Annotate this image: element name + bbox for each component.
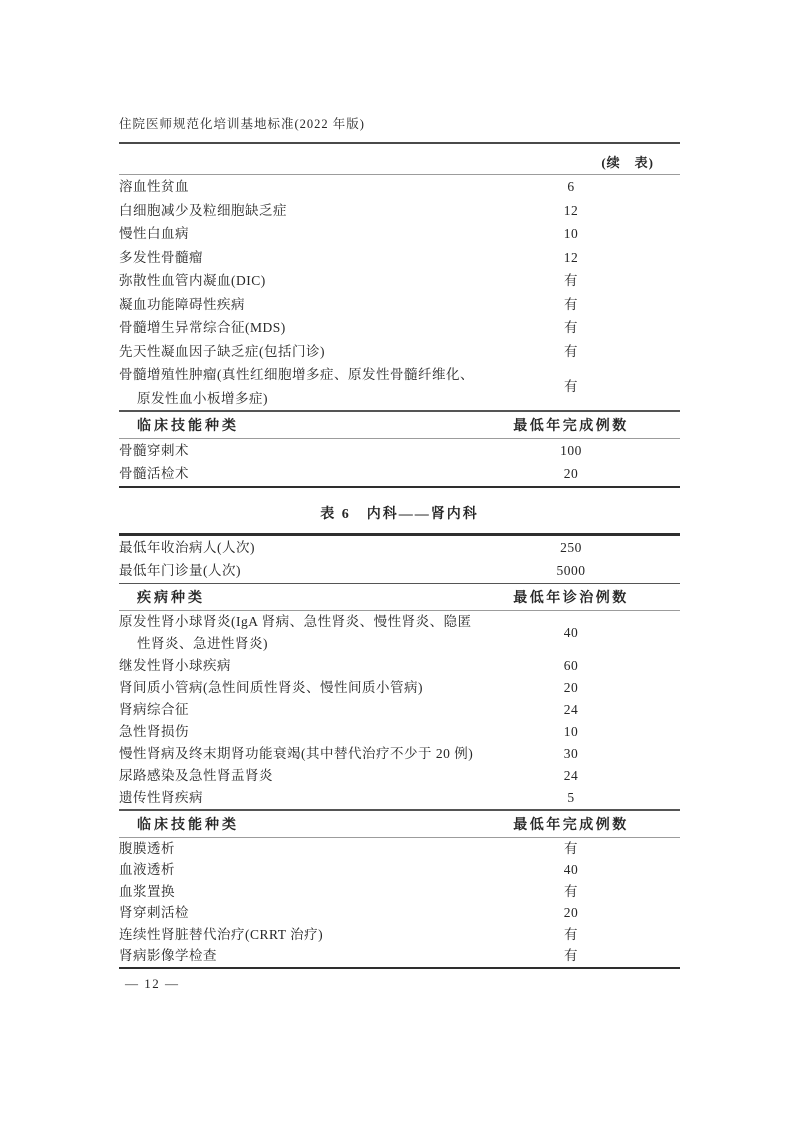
table6-bottom-rule: [119, 967, 680, 970]
table-row: [119, 765, 680, 787]
page-number: — 12 —: [125, 976, 180, 991]
table-continuation-label: (续 表): [601, 155, 654, 170]
disease-name: 慢性白血病: [119, 226, 189, 241]
skill-value: 100: [560, 442, 582, 458]
skill-name: 骨髓穿刺术: [119, 442, 189, 458]
table-row: [119, 462, 680, 486]
table-row: [119, 536, 680, 560]
disease-name: 肾间质小管病(急性间质性肾炎、慢性间质小管病): [119, 680, 423, 695]
volume-value: 5000: [556, 563, 586, 578]
disease-name: 遗传性肾疾病: [119, 790, 203, 805]
skill-value: 20: [563, 466, 579, 481]
disease-name: 弥散性血管内凝血(DIC): [119, 273, 266, 288]
volume-metric: 最低年门诊量(人次): [119, 563, 241, 578]
disease-name: 先天性凝血因子缺乏症(包括门诊): [119, 343, 325, 359]
skill-value: 20: [563, 905, 579, 920]
table6-volume-rows: [119, 536, 680, 583]
table-row: [119, 743, 680, 765]
column-header-skill-type: 临床技能种类: [137, 817, 239, 833]
table6-skills-header: [119, 811, 680, 837]
disease-value: 有: [564, 320, 578, 335]
table6-disease-header: [119, 584, 680, 610]
table-row: [119, 439, 680, 463]
table-row: [119, 721, 680, 743]
table-row: [119, 655, 680, 677]
table-row: [119, 611, 680, 655]
column-header-min-cases: 最低年完成例数: [513, 817, 629, 833]
table-row: [119, 699, 680, 721]
disease-value: 30: [563, 746, 579, 761]
table-row: [119, 246, 680, 270]
table-row: [119, 787, 680, 809]
table-row: [119, 363, 680, 410]
disease-name: 原发性肾小球肾炎(IgA 肾病、急性肾炎、慢性肾炎、隐匿性肾炎、急进性肾炎): [119, 614, 472, 651]
table6-skill-rows: [119, 838, 680, 967]
page-content: [119, 0, 680, 992]
disease-value: 有: [564, 378, 578, 394]
table-row: [119, 924, 680, 946]
skill-name: 骨髓活检术: [119, 466, 189, 481]
disease-name: 骨髓增殖性肿瘤(真性红细胞增多症、原发性骨髓纤维化、原发性血小板增多症): [119, 367, 474, 406]
table5-skills-header: [119, 412, 680, 438]
table-row: [119, 340, 680, 364]
disease-value: 40: [563, 625, 579, 640]
table-row: [119, 945, 680, 967]
disease-value: 5: [567, 790, 575, 805]
skill-value: 有: [564, 840, 578, 856]
disease-value: 12: [563, 202, 579, 218]
running-header: 住院医师规范化培训基地标准(2022 年版): [119, 117, 365, 131]
table-row: [119, 902, 680, 924]
disease-name: 尿路感染及急性肾盂肾炎: [119, 768, 273, 783]
column-header-disease-type: 疾病种类: [137, 591, 205, 606]
table-row: [119, 222, 680, 246]
table-row: [119, 881, 680, 903]
skill-name: 血液透析: [119, 862, 175, 877]
column-header-min-cases: 最低年完成例数: [513, 418, 629, 434]
disease-name: 肾病综合征: [119, 702, 189, 717]
skill-value: 有: [564, 948, 578, 963]
disease-value: 10: [563, 226, 579, 241]
skill-name: 连续性肾脏替代治疗(CRRT 治疗): [119, 926, 324, 942]
disease-value: 6: [567, 179, 575, 194]
column-header-skill-type: 临床技能种类: [137, 418, 239, 434]
disease-value: 有: [564, 343, 578, 359]
skill-name: 肾病影像学检查: [119, 948, 217, 963]
table-row: [119, 293, 680, 317]
disease-value: 有: [564, 296, 578, 312]
disease-name: 继发性肾小球疾病: [119, 658, 231, 673]
disease-name: 白细胞减少及粒细胞缺乏症: [119, 202, 287, 218]
table-row: [119, 677, 680, 699]
table5-bottom-rule: [119, 486, 680, 489]
skill-name: 肾穿刺活检: [119, 905, 189, 920]
disease-name: 急性肾损伤: [119, 724, 189, 739]
disease-value: 10: [563, 724, 579, 739]
disease-name: 溶血性贫血: [119, 179, 189, 194]
disease-value: 24: [563, 702, 579, 717]
skill-value: 40: [563, 862, 579, 877]
column-header-min-treated: 最低年诊治例数: [513, 591, 629, 606]
table-row: [119, 859, 680, 881]
volume-value: 250: [560, 539, 582, 555]
table6-title: 表 6 内科——肾内科: [320, 507, 479, 522]
disease-name: 骨髓增生异常综合征(MDS): [119, 320, 286, 335]
volume-metric: 最低年收治病人(人次): [119, 539, 255, 555]
disease-name: 慢性肾病及终末期肾功能衰竭(其中替代治疗不少于 20 例): [119, 746, 474, 761]
disease-value: 20: [563, 680, 579, 695]
table-row: [119, 269, 680, 293]
disease-value: 12: [563, 249, 579, 265]
skill-value: 有: [564, 883, 578, 899]
disease-value: 有: [564, 273, 578, 288]
disease-value: 24: [563, 768, 579, 783]
skill-value: 有: [564, 926, 578, 942]
skill-name: 腹膜透析: [119, 840, 175, 856]
table-row: [119, 316, 680, 340]
table-row: [119, 559, 680, 583]
disease-name: 多发性骨髓瘤: [119, 249, 203, 265]
disease-name: 凝血功能障碍性疾病: [119, 296, 245, 312]
header-rule: [119, 142, 680, 144]
disease-value: 60: [563, 658, 579, 673]
skill-name: 血浆置换: [119, 883, 175, 899]
table-row: [119, 175, 680, 199]
table6-disease-rows: [119, 611, 680, 809]
table-row: [119, 838, 680, 860]
table5-disease-rows: [119, 175, 680, 410]
table-row: [119, 199, 680, 223]
table5-skill-rows: [119, 439, 680, 486]
